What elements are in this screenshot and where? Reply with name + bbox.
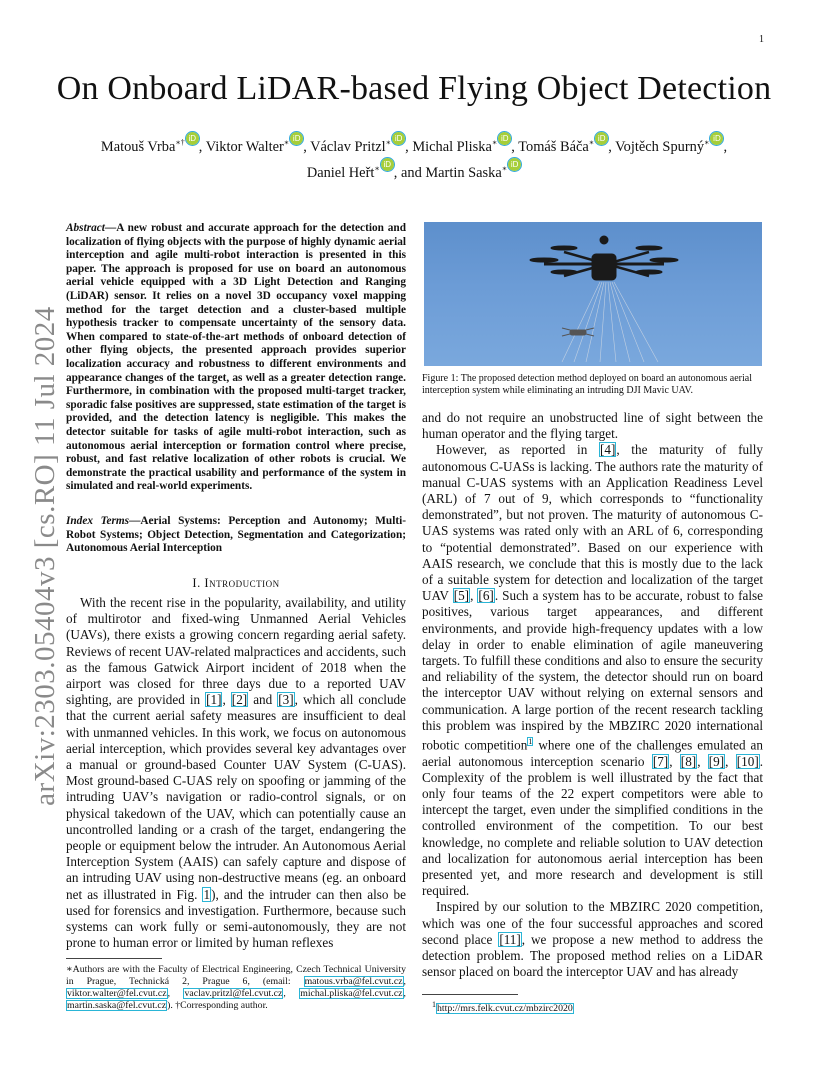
citation-link[interactable]: [3] [278, 692, 294, 708]
citation-link[interactable]: [11] [499, 931, 521, 947]
body-text: However, as reported in [436, 442, 599, 458]
body-text: where one of the challenges emulated an aerial autonomous interception scenario [422, 737, 763, 769]
index-terms [66, 515, 406, 556]
body-text: , the maturity of fully autonomous C-UASs is lacking. The authors rate the maturity of manual C-UAS systems with an Application Readiness Level (ARL) of 7 out of 9, which corresponds to “functionality demonstrated”, but not proven. The maturity of autonomous C-UAS systems was rated only with an ARL of 6, corresponding to “potential demonstrated”. Based on our experience with AAIS research, we conclude that this is mostly due to the lack of a suitable system for detection and localization of the target UAV [422, 442, 763, 604]
right-column-text: and do not require an unobstructed line of sight between the human operator and the flying target. However, as reported in [4], the maturity of fully autonomous C-UASs is lacking. The authors rate the maturity of manual C-UAS systems with an Application Readiness Level (ARL) of 7 out of 9, which corresponds to “functionality demonstrated”, but not proven. The maturity of autonomous C-UAS systems was rated only with an ARL of 6, corresponding to “potential demonstrated”. Based on our experience with AAIS research, we conclude that this is mostly due to the lack of a suitable system for detection and localization of the target UAV [5], [6]. Such a system has to be accurate, robust to false positives, various target appearances, and different environments, and provide high-frequency updates with a low delay in order to enable elimination of agile maneuvering targets. To fulfill these conditions and also to ensure the security and reliability of the system, the detector should run on board the interceptor UAV without relying on external sensors and communication. A large portion of the recent research tackling this problem was inspired by the MBZIRC 2020 international robotic competition$^1$ where one of the challenges emulated an aerial autonomous interception scenario [7], [8], [9], [10]. Complexity of the problem is well illustrated by the fact that only four teams of the 22 expert competitors were able to intercept the target, even under the simplified conditions in the controlled environment of the competition. To our best knowledge, no complete and reliable solution to UAV detection and localization for autonomous aerial interception has been presented yet, and more research and development is still required. Inspired by our solution to the MBZIRC 2020 competition, which was one of the four successful approaches and scored second place [11], we propose a new method to address the detection problem. The proposed method relies on a LiDAR sensor placed on board the interceptor UAV and has already [422, 410, 764, 980]
email-link[interactable]: martin.saska@fel.cvut.cz [67, 1000, 167, 1011]
author-name: Tomáš Báča [518, 138, 589, 155]
url-link[interactable]: http://mrs.felk.cvut.cz/mbzirc2020 [437, 1003, 573, 1015]
citation-link[interactable]: [7] [652, 753, 669, 769]
citation-link[interactable]: [2] [231, 692, 248, 708]
paper-title: On Onboard LiDAR-based Flying Object Detection [56, 70, 772, 107]
figure-caption: Figure 1: The proposed detection method deployed on board an autonomous aerial interception system while eliminating an intruding DJI Mavic UAV. [422, 373, 753, 396]
figure-link[interactable]: 1 [203, 886, 211, 902]
affiliation-mark: ∗ [501, 164, 508, 173]
body-text: Inspired by our solution to the MBZIRC 2020 competition, which was one of the four successful approaches and scored second place [422, 899, 763, 947]
footnote-mark: 1 [432, 1000, 436, 1009]
footnote-affiliation: ∗Authors are with the Faculty of Electrical Engineering, Czech Technical University in Prague, Technická 2, Prague 6, (email: matous.vrba@fel.cvut.cz, viktor.walter@fel.cvut.cz, vaclav.pritzl@fel.cvut.cz, michal.pliska@fel.cvut.cz, martin.saska@fel.cvut.cz). †Corresponding author. [66, 964, 406, 1011]
section-title: Introduction [204, 576, 280, 590]
author-name: Viktor Walter [205, 138, 284, 155]
index-terms-text: —Aerial Systems: Perception and Autonomy; Multi-Robot Systems; Object Detection, Segmentation and Categorization; Autonomous Aerial Interception [66, 515, 406, 555]
footnote-link[interactable]: 1 [528, 737, 533, 747]
author-name: Michal Pliska [412, 138, 492, 155]
citation-link[interactable]: [5] [453, 588, 470, 604]
text-sep: , [222, 692, 231, 708]
citation-link[interactable]: [4] [599, 442, 616, 458]
citation-link[interactable]: [9] [708, 753, 725, 769]
author-name: and Martin Saska [401, 164, 502, 181]
orcid-icon[interactable]: iD [392, 132, 405, 145]
footnote-text: ∗Authors are with the Faculty of Electrical Engineering, Czech Technical University in Prague, Technická 2, Prague 6, (email: [66, 964, 406, 987]
affiliation-mark: ∗† [175, 138, 185, 147]
intro-text-1: With the recent rise in the popularity, availability, and utility of multirotor and fixed-wing Unmanned Aerial Vehicles (UAVs), there exists a growing concern regarding aerial safety. Reviews of recent UAV-related malpractices and accidents, such as the famous Gatwick Airport incident of 2018 when the airport was closed for three days due to a reported UAV sighting, are provided in [66, 595, 406, 708]
email-link[interactable]: viktor.walter@fel.cvut.cz [67, 988, 167, 999]
affiliation-mark: ∗ [385, 138, 392, 147]
section-heading [66, 576, 406, 591]
author-name: Matouš Vrba [100, 138, 176, 155]
body-text: . Complexity of the problem is well illustrated by the fact that only four teams of the 22 expert competitors were able to intercept the target, even under the simplified conditions in the controlled environment of the competition. To our best knowledge, no complete and reliable solution to UAV detection and localization for autonomous aerial interception has been presented yet, and more research and development is still required. [422, 753, 764, 899]
email-link[interactable]: matous.vrba@fel.cvut.cz [304, 976, 403, 987]
citation-link[interactable]: [10] [736, 753, 759, 769]
author-list-row-1: Matouš Vrba∗† iD, Viktor Walter∗ iD, Václav Pritzl∗ iD, Michal Pliska∗ iD, Tomáš Báča∗ iD, Vojtěch Spurný∗ iD, [100, 134, 728, 155]
affiliation-mark: ∗ [491, 138, 498, 147]
abstract-label: Abstract [66, 222, 105, 234]
index-terms-label: Index Terms [66, 515, 130, 527]
footnote-divider [66, 958, 162, 959]
orcid-icon[interactable]: iD [290, 132, 303, 145]
section-number: I. [192, 576, 201, 590]
footnote-text: ). †Corresponding author. [167, 1000, 268, 1011]
drone-illustration [424, 222, 762, 366]
intro-text-2: , which all conclude that the current aerial safety measures are insufficient to deal with unmanned vehicles. In this work, we focus on autonomous aerial interception, which provides several key advantages over a manual or ground-based Counter UAV System (C-UAS). Most ground-based C-UAS rely on spoofing or jamming of the intruding UAV’s navigation or radio-control signals, or on physical takedown of the UAV, which can potentially cause an uncontrolled landing or a crash of the target, endangering the people or equipment below the intruder. An Autonomous Aerial Interception System (AAIS) can safely capture and dispose of an intruding UAV using non-destructive means (eg. an onboard net as illustrated in Fig. [66, 692, 407, 902]
affiliation-mark: ∗ [374, 164, 380, 173]
affiliation-mark: ∗ [704, 138, 710, 147]
intro-text-3: ), and the intruder can then also be used for forensics and investigation. Furthermore, because such systems can work fully or semi-autonomously, they are not prone to human error or limited by human reflexes [66, 886, 407, 951]
orcid-icon[interactable]: iD [710, 132, 723, 145]
orcid-icon[interactable]: iD [508, 158, 521, 171]
citation-link[interactable]: [1] [206, 692, 222, 708]
body-text: . Such a system has to be accurate, robust to false positives, various target appearances, and different environments, and provide high-frequency updates with a low delay in order to enable elimination of agile maneuvering targets. To fulfill these conditions and also to ensure the security and reliability of the system, the detector should run on board the interceptor UAV without relying on external sensors and communication. A large portion of the recent research tackling this problem was inspired by the MBZIRC 2020 international robotic competition [422, 588, 764, 753]
affiliation-mark: ∗ [283, 138, 290, 147]
author-name: Vojtěch Spurný [615, 138, 705, 155]
email-link[interactable]: michal.pliska@fel.cvut.cz [300, 988, 403, 999]
orcid-icon[interactable]: iD [595, 132, 608, 145]
abstract [66, 222, 406, 494]
author-list-row-2: Daniel Heřt∗ iD, and Martin Saska∗ iD [60, 158, 768, 184]
affiliation-mark: ∗ [588, 138, 595, 147]
text-sep: and [248, 692, 278, 708]
orcid-icon[interactable]: iD [498, 132, 511, 145]
intro-paragraph [66, 595, 406, 951]
author-name: Václav Pritzl [310, 138, 386, 155]
citation-link[interactable]: [6] [478, 588, 494, 604]
footnote-divider [422, 994, 518, 995]
citation-link[interactable]: [8] [680, 753, 697, 769]
orcid-icon[interactable]: iD [186, 132, 199, 145]
page-number: 1 [759, 34, 764, 45]
abstract-text: —A new robust and accurate approach for the detection and localization of flying objects with the purpose of highly dynamic aerial interception and agile multi-robot interaction is presented in this paper. The approach is proposed for use on board an autonomous aerial vehicle equipped with a 3D Light Detection and Ranging (LiDAR) sensor. It relies on a novel 3D occupancy voxel mapping method for the target detection and a cluster-based multiple hypothesis tracker to compensate uncertainty of the sensory data. When compared to state-of-the-art methods of onboard detection of other flying objects, the presented approach provides superior localization accuracy and robustness to different environments and appearance changes of the target, as well as a greater detection range. Furthermore, in combination with the proposed multi-target tracker, sporadic false positives are suppressed, state estimation of the target is provided, and the detection latency is negligible. This makes the detector suitable for tasks of agile multi-robot interaction, such as autonomous aerial interception or formation control where precise, robust, and fast relative localization of other robots is crucial. We demonstrate the practical usability and performance of the system in simulated and real-world experiments. [66, 222, 406, 493]
body-text: , we propose a new method to address the detection problem. The proposed method relies on a LiDAR sensor placed on board the interceptor UAV and has already [422, 931, 763, 980]
orcid-icon[interactable]: iD [381, 158, 394, 171]
figure-drone-photo [424, 222, 762, 366]
continued-paragraph: and do not require an unobstructed line of sight between the human operator and the flying target. [422, 410, 763, 442]
email-link[interactable]: vaclav.pritzl@fel.cvut.cz [184, 988, 283, 999]
footnote-url [432, 1000, 574, 1014]
arxiv-stamp: arXiv:2303.05404v3 [cs.RO] 11 Jul 2024 [29, 306, 61, 806]
author-name: Daniel Heřt [306, 164, 375, 181]
